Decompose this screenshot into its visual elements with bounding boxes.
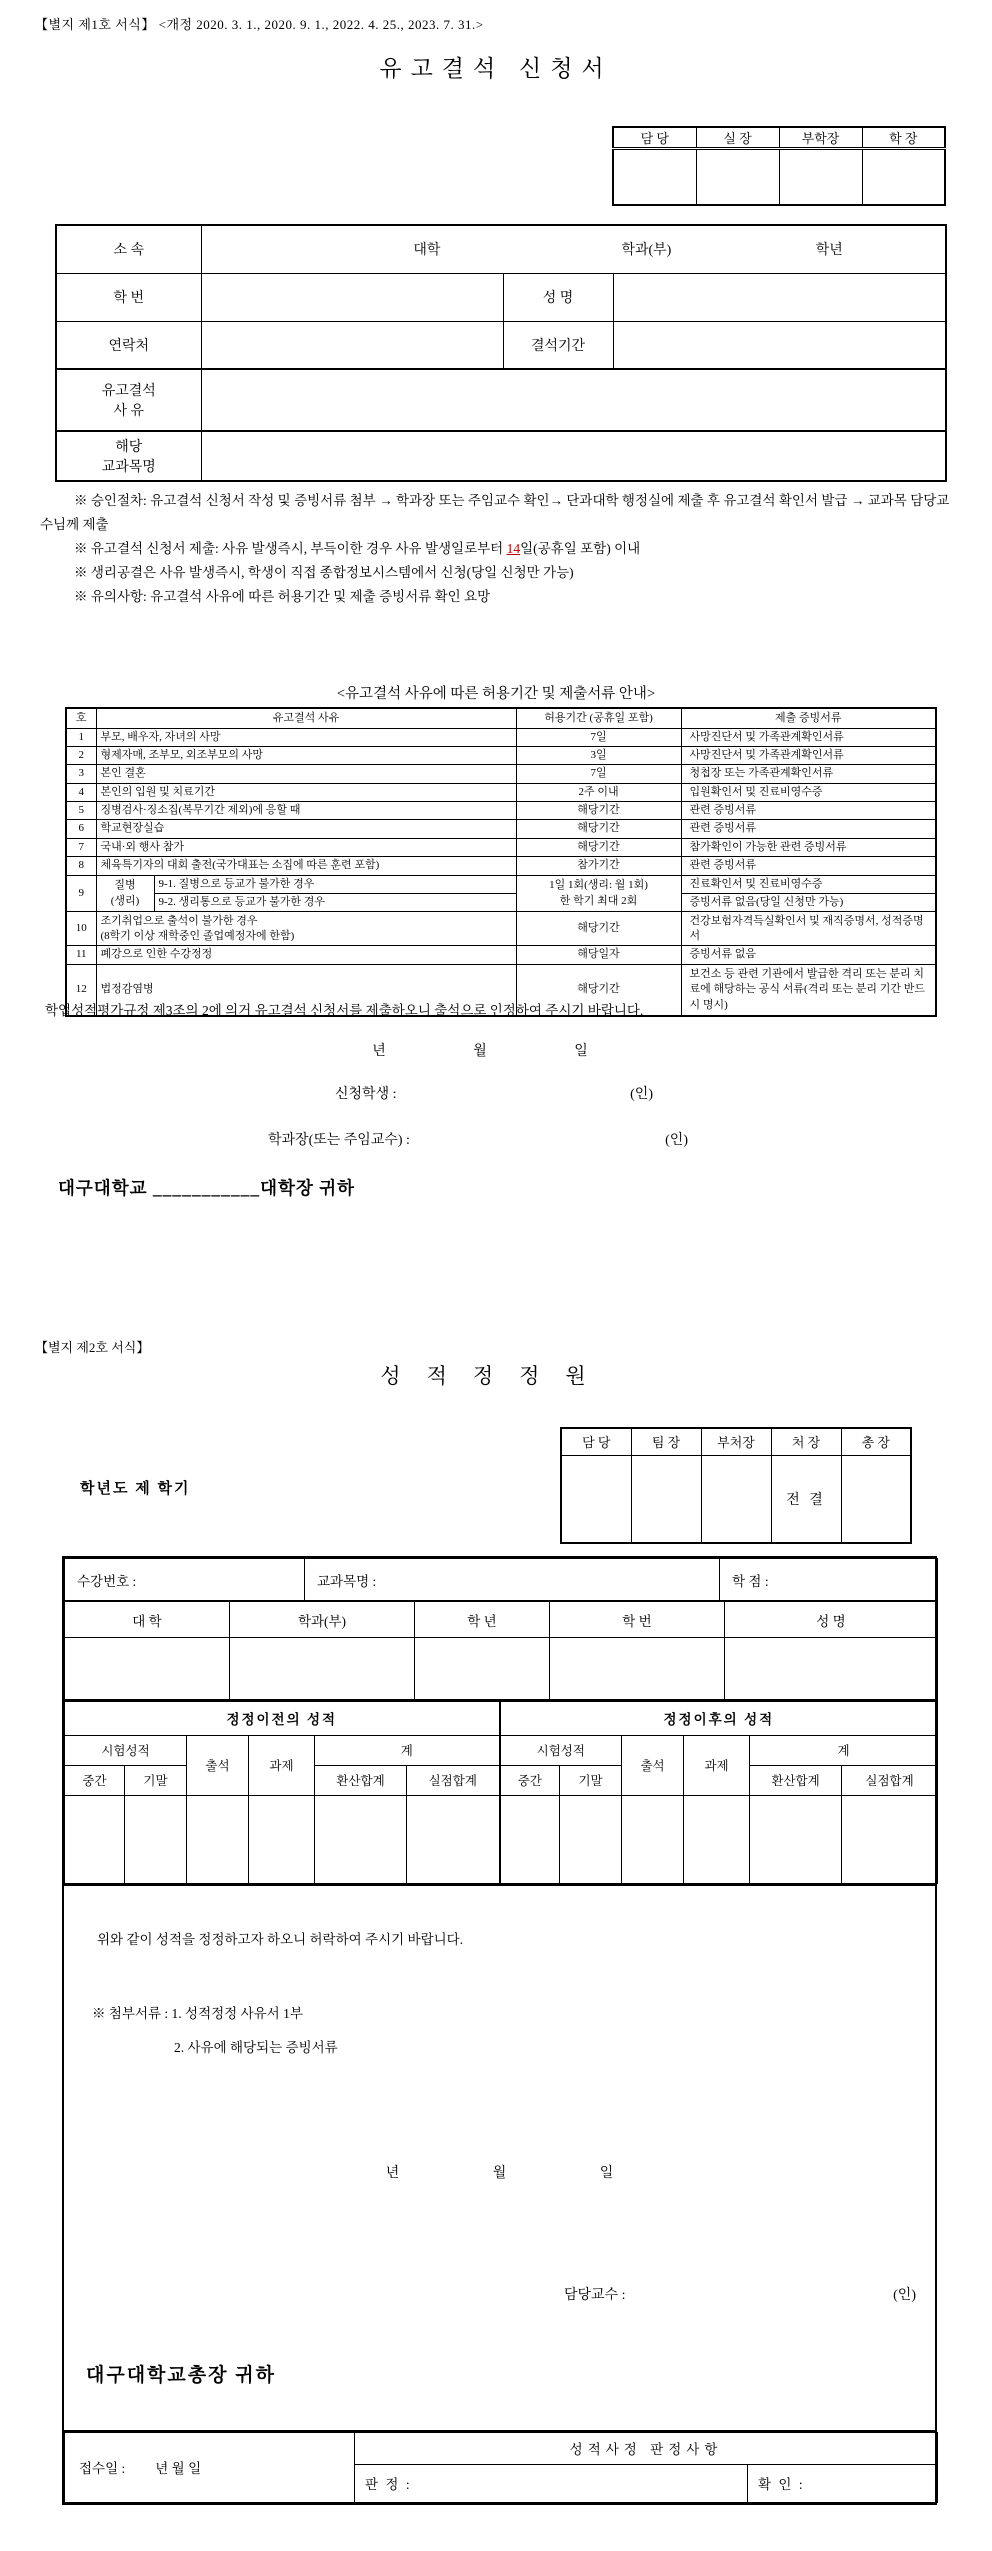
reason-guide-title: <유고결석 사유에 따른 허용기간 및 제출서류 안내> <box>336 686 656 702</box>
reason-col-no: 호 <box>66 708 96 728</box>
after-actual-header: 실점합계 <box>842 1765 938 1795</box>
student-info-table <box>64 1601 938 1700</box>
table-row: 11 폐강으로 인한 수강정정 해당일자 증빙서류 없음 <box>66 946 936 964</box>
attachments-line2: 2. 사유에 해당되는 증빙서류 <box>174 2039 338 2055</box>
after-final-header: 기말 <box>560 1765 622 1795</box>
after-converted-header: 환산합계 <box>750 1765 842 1795</box>
decision-field[interactable]: 판 정 : <box>355 2464 748 2502</box>
before-attendance-header: 출석 <box>187 1735 249 1795</box>
student-id-field[interactable] <box>201 273 503 321</box>
approval2-header-staff: 담 당 <box>561 1428 631 1455</box>
table-row: 2 형제자매, 조부모, 외조부모의 사망 3일 사망진단서 및 가족관계확인서류 <box>66 746 936 764</box>
before-converted-header: 환산합계 <box>315 1765 407 1795</box>
before-exam-header: 시험성적 <box>65 1735 187 1765</box>
form1-info-table <box>55 224 947 482</box>
before-final-header: 기말 <box>125 1765 187 1795</box>
course-name-field[interactable] <box>201 431 946 481</box>
approval2-delegation-cell[interactable]: 전 결 <box>771 1455 841 1543</box>
table-row-9b: 9-2. 생리통으로 등교가 불가한 경우 증빙서류 없음(당일 신청만 가능) <box>66 894 936 912</box>
student-id-field2[interactable] <box>550 1638 725 1700</box>
name-field2[interactable] <box>725 1638 938 1700</box>
form1-date-line <box>0 1040 960 1060</box>
contact-label: 연락처 <box>56 321 201 369</box>
approval2-sign-cell-deputy-director[interactable] <box>701 1455 771 1543</box>
after-midterm-header: 중간 <box>500 1765 560 1795</box>
table-row: 7 국내·외 행사 참가 해당기간 참가확인이 가능한 관련 증빙서류 <box>66 838 936 856</box>
credit-field[interactable]: 학 점 : <box>720 1559 938 1601</box>
confirm-field[interactable]: 확 인 : <box>748 2464 938 2502</box>
approval2-header-team-lead: 팀 장 <box>631 1428 701 1455</box>
course-name-label: 해당 교과목명 <box>56 431 201 481</box>
after-assignment-header: 과제 <box>684 1735 750 1795</box>
form1-form-label: 【별지 제1호 서식】 <box>35 17 155 32</box>
after-final-field[interactable] <box>560 1795 622 1883</box>
table-row-9a: 9 질병 (생리) 9-1. 질병으로 등교가 불가한 경우 1일 1회(생리: 월 1회) 한 학기 최대 2회 진료확인서 및 진료비영수증 <box>66 875 936 893</box>
form2-date-line <box>64 2162 935 2182</box>
name-label: 성 명 <box>503 273 613 321</box>
note-caution: ※ 유의사항: 유고결석 사유에 따른 허용기간 및 제출 증빙서류 확인 요망 <box>74 589 491 605</box>
note-submission-deadline: ※ 유고결석 신청서 제출: 사유 발생즉시, 부득이한 경우 사유 발생일로부터 14일(공휴일 포함) 이내 <box>74 541 641 557</box>
form1-title: 유고결석 신청서 <box>379 56 613 81</box>
dept-head-signature-line <box>268 1129 688 1149</box>
semester-line: 학년도 제 학기 <box>80 1481 191 1497</box>
after-converted-field[interactable] <box>750 1795 842 1883</box>
before-actual-header: 실점합계 <box>407 1765 500 1795</box>
approval1-header-office-head: 실 장 <box>696 127 779 149</box>
after-midterm-field[interactable] <box>500 1795 560 1883</box>
approval1-header-staff: 담 당 <box>613 127 696 149</box>
correction-request-text: 위와 같이 성적을 정정하고자 하오니 허락하여 주시기 바랍니다. <box>97 1931 464 1947</box>
before-midterm-field[interactable] <box>65 1795 125 1883</box>
grade-year-label: 학년 <box>815 243 843 259</box>
form1-approval-table <box>612 126 946 206</box>
form2-main-table <box>62 1556 937 2505</box>
course-info-row <box>64 1558 938 1601</box>
after-correction-title: 정정이후의 성적 <box>500 1701 938 1735</box>
course-no-field[interactable]: 수강번호 : <box>65 1559 305 1601</box>
approval2-header-director: 처 장 <box>771 1428 841 1455</box>
table-row: 5 징병검사·징소집(복무기간 제외)에 응할 때 해당기간 관련 증빙서류 <box>66 802 936 820</box>
after-total-header: 계 <box>750 1735 938 1765</box>
department-field[interactable] <box>230 1638 415 1700</box>
absence-period-label: 결석기간 <box>503 321 613 369</box>
grade-year-field[interactable] <box>415 1638 550 1700</box>
note-menstrual-absence: ※ 생리공결은 사유 발생즉시, 학생이 직접 종합정보시스템에서 신청(당일 신청만 가능) <box>74 565 574 581</box>
reason-col-reason: 유고결석 사유 <box>96 708 516 728</box>
deadline-days-highlight: 14 <box>506 541 521 557</box>
department-label: 학과(부) <box>621 243 672 259</box>
student-signature-label: 신청학생 : <box>335 1087 397 1102</box>
grades-table <box>64 1700 938 1884</box>
day-label: 일 <box>574 1044 588 1059</box>
form1-header-line <box>35 14 484 33</box>
month-label: 월 <box>473 1044 487 1059</box>
illness-period-cell: 1일 1회(생리: 월 1회) 한 학기 최대 2회 <box>516 875 681 912</box>
college-field[interactable] <box>65 1638 230 1700</box>
course-name-field2[interactable]: 교과목명 : <box>305 1559 720 1601</box>
reason-table <box>65 707 937 1017</box>
name-header: 성 명 <box>725 1602 938 1638</box>
day-label: 일 <box>599 2165 614 2181</box>
student-id-label: 학 번 <box>56 273 201 321</box>
affiliation-label: 소 속 <box>56 225 201 273</box>
table-row: 1 부모, 배우자, 자녀의 사망 7일 사망진단서 및 가족관계확인서류 <box>66 728 936 746</box>
attachments-line1: ※ 첨부서류 : 1. 성적정정 사유서 1부 <box>92 2005 303 2021</box>
request-section <box>64 1884 935 2432</box>
approval1-sign-cell-vice-dean[interactable] <box>779 149 862 205</box>
judgement-table <box>64 2432 938 2503</box>
note-approval-procedure: ※ 승인절차: 유고결석 신청서 작성 및 증빙서류 첨부 → 학과장 또는 주임교수 확인→ 단과대학 행정실에 제출 후 유고결석 확인서 발급 → 교과목 담당교수님께 제출 <box>40 493 950 533</box>
absence-reason-label: 유고결석 사 유 <box>56 369 201 431</box>
contact-field[interactable] <box>201 321 503 369</box>
approval1-sign-cell-office-head[interactable] <box>696 149 779 205</box>
before-actual-field[interactable] <box>407 1795 500 1883</box>
approval2-header-president: 총 장 <box>841 1428 911 1455</box>
after-exam-header: 시험성적 <box>500 1735 622 1765</box>
year-label: 년 <box>372 1044 386 1059</box>
illness-group-cell: 질병 (생리) <box>96 875 154 912</box>
table-row: 10 조기취업으로 출석이 불가한 경우 (8학기 이상 재학중인 졸업예정자에 한함) 해당기간 건강보험자격득실확인서 및 재직증명서, 성적증명서 <box>66 912 936 946</box>
student-id-header: 학 번 <box>550 1602 725 1638</box>
department-header: 학과(부) <box>230 1602 415 1638</box>
approval2-sign-cell-team-lead[interactable] <box>631 1455 701 1543</box>
grade-year-header: 학 년 <box>415 1602 550 1638</box>
before-total-header: 계 <box>315 1735 500 1765</box>
reason-col-docs: 제출 증빙서류 <box>681 708 936 728</box>
year-label: 년 <box>385 2165 400 2181</box>
approval1-header-vice-dean: 부학장 <box>779 127 862 149</box>
approval1-header-dean: 학 장 <box>862 127 945 149</box>
form2-title: 성적정정원 <box>380 1364 612 1388</box>
after-attendance-field[interactable] <box>622 1795 684 1883</box>
dept-head-seal-mark: (인) <box>665 1133 688 1148</box>
approval2-sign-cell-staff[interactable] <box>561 1455 631 1543</box>
form1-statement: 학업성적평가규정 제3조의 2에 의거 유고결석 신청서를 제출하오니 출석으로 인정하여 주시기 바랍니다. <box>45 1003 644 1018</box>
before-attendance-field[interactable] <box>187 1795 249 1883</box>
received-date-cell[interactable] <box>65 2432 355 2502</box>
table-row: 6 학교현장실습 해당기간 관련 증빙서류 <box>66 820 936 838</box>
college-label: 대학 <box>413 243 441 259</box>
received-date-value: 년 월 일 <box>155 2461 202 2476</box>
before-final-field[interactable] <box>125 1795 187 1883</box>
approval2-header-deputy-director: 부처장 <box>701 1428 771 1455</box>
table-row: 3 본인 결혼 7일 청첩장 또는 가족관계확인서류 <box>66 765 936 783</box>
form2-recipient: 대구대학교총장 귀하 <box>86 2364 276 2386</box>
before-correction-title: 정정이전의 성적 <box>65 1701 500 1735</box>
before-midterm-header: 중간 <box>65 1765 125 1795</box>
judgement-title: 성적사정 판정사항 <box>355 2432 938 2464</box>
form1-revision-note: <개정 2020. 3. 1., 2020. 9. 1., 2022. 4. 25., 2023. 7. 31.> <box>158 17 484 32</box>
affiliation-field[interactable] <box>201 225 946 273</box>
approval1-sign-cell-staff[interactable] <box>613 149 696 205</box>
professor-signature-label: 담당교수 : <box>564 2287 626 2303</box>
received-date-label: 접수일 : <box>79 2461 126 2476</box>
dept-head-signature-label: 학과장(또는 주임교수) : <box>268 1133 410 1148</box>
before-assignment-field[interactable] <box>249 1795 315 1883</box>
student-signature-line <box>335 1083 653 1103</box>
professor-seal-mark: (인) <box>893 2287 916 2303</box>
form2-approval-table <box>560 1427 912 1544</box>
table-row: 12 법정감염병 해당기간 보건소 등 관련 기관에서 발급한 격리 또는 분리 치료에 해당하는 공식 서류(격리 또는 분리 기간 반드시 명시) <box>66 964 936 1016</box>
form2-form-label: 【별지 제2호 서식】 <box>35 1340 150 1355</box>
approval1-sign-cell-dean[interactable] <box>862 149 945 205</box>
reason-col-period: 허용기간 (공휴일 포함) <box>516 708 681 728</box>
early-employment-cell: 조기취업으로 출석이 불가한 경우 (8학기 이상 재학중인 졸업예정자에 한함) <box>96 912 516 946</box>
table-row: 4 본인의 입원 및 치료기간 2주 이내 입원확인서 및 진료비영수증 <box>66 783 936 801</box>
form1-notes <box>40 489 958 609</box>
before-converted-field[interactable] <box>315 1795 407 1883</box>
absence-reason-field[interactable] <box>201 369 946 431</box>
college-header: 대 학 <box>65 1602 230 1638</box>
absence-period-field[interactable] <box>613 321 946 369</box>
after-attendance-header: 출석 <box>622 1735 684 1795</box>
month-label: 월 <box>492 2165 507 2181</box>
before-assignment-header: 과제 <box>249 1735 315 1795</box>
name-field[interactable] <box>613 273 946 321</box>
after-assignment-field[interactable] <box>684 1795 750 1883</box>
after-actual-field[interactable] <box>842 1795 938 1883</box>
table-row: 8 체육특기자의 대회 출전(국가대표는 소집에 따른 훈련 포함) 참가기간 관련 증빙서류 <box>66 857 936 875</box>
student-seal-mark: (인) <box>630 1087 653 1102</box>
professor-signature-line <box>564 2284 916 2304</box>
approval2-sign-cell-president[interactable] <box>841 1455 911 1543</box>
form1-recipient: 대구대학교 ___________대학장 귀하 <box>58 1178 356 1198</box>
